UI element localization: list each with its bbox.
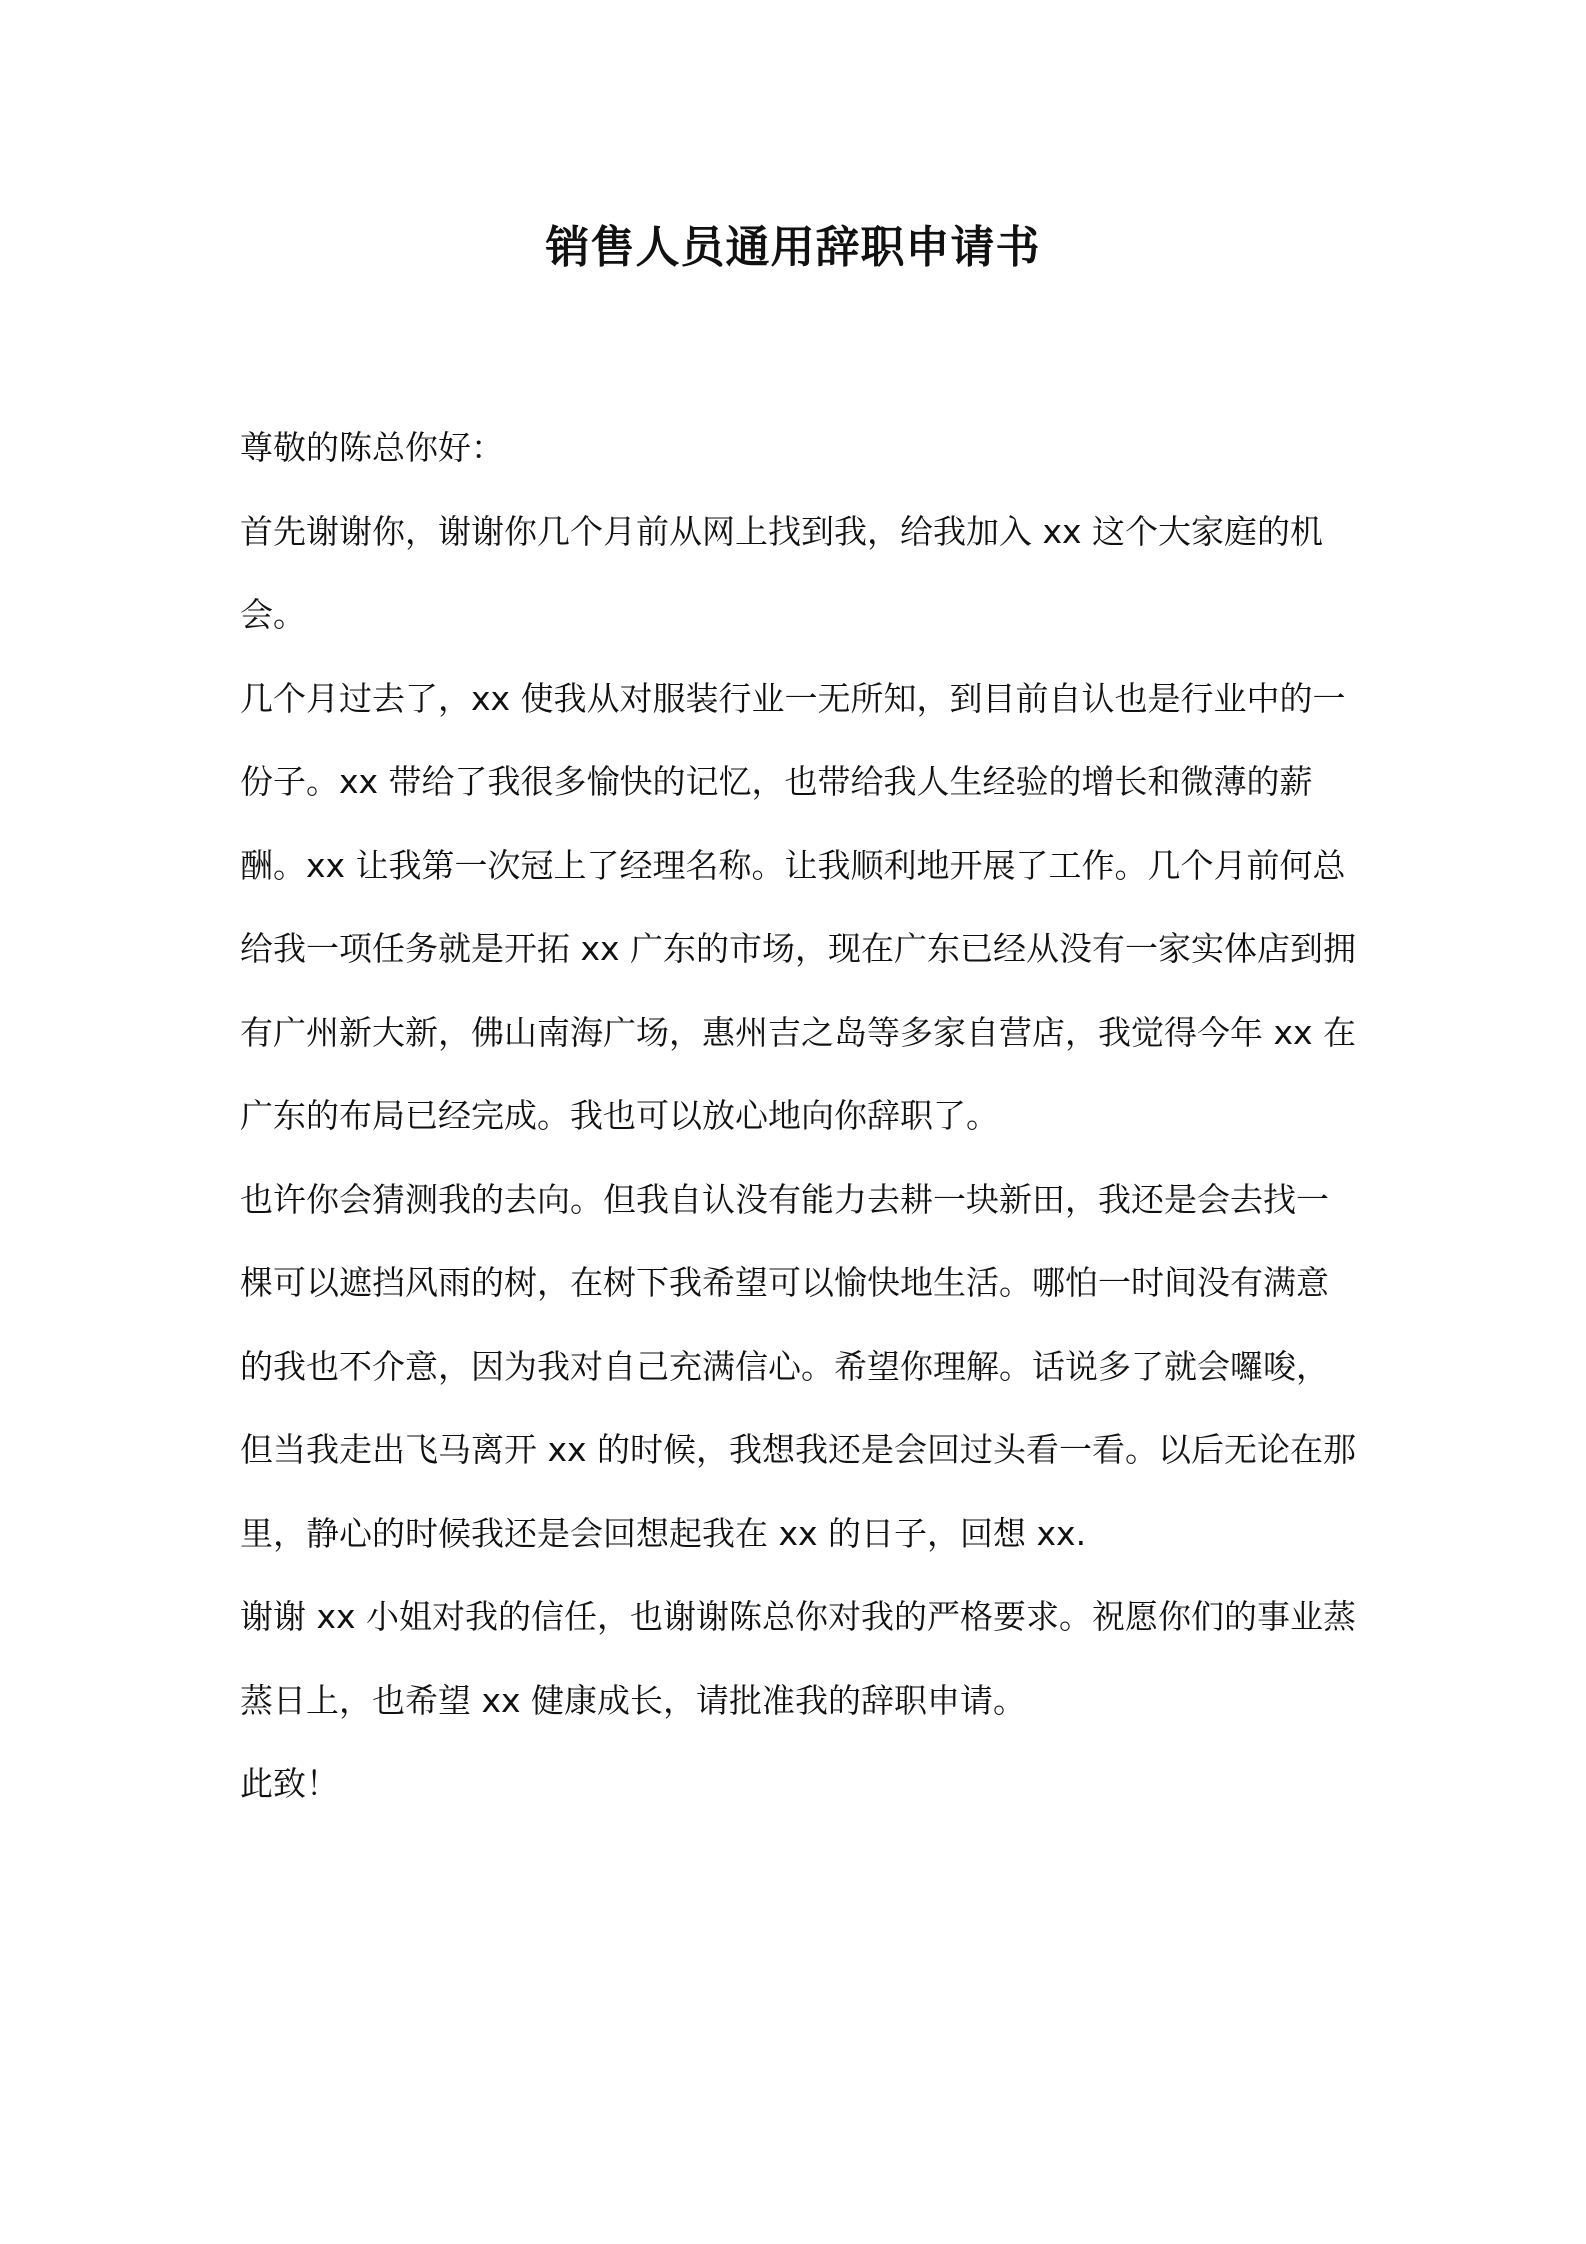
paragraph-4: 谢谢 xx 小姐对我的信任，也谢谢陈总你对我的严格要求。祝愿你们的事业蒸蒸日上，也希望 xx 健康成长，请批准我的辞职申请。 [240,1597,1357,1720]
paragraph-2: 几个月过去了，xx 使我从对服装行业一无所知，到目前自认也是行业中的一份子。xx 带给了我很多愉快的记忆，也带给我人生经验的增长和微薄的薪酬。xx 让我第一次冠上了经理名称。让我顺利地开展了工作。几个月前何总给我一项任务就是开拓 xx 广东的市场，现在广东已经从没有一家实体店到拥有广州新大新，佛山南海广场，惠州吉之岛等多家自营店，我觉得今年 xx 在广东的布局已经完成。我也可以放心地向你辞职了。 [240,678,1357,1135]
document-title: 销售人员通用辞职申请书 [545,222,1041,273]
paragraph-3: 也许你会猜测我的去向。但我自认没有能力去耕一块新田，我还是会去找一棵可以遮挡风雨的树，在树下我希望可以愉快地生活。哪怕一时间没有满意的我也不介意，因为我对自己充满信心。希望你理解。话说多了就会囉唆，但当我走出飞马离开 xx 的时候，我想我还是会回过头看一看。以后无论在那里，静心的时候我还是会回想起我在 xx 的日子，回想 xx. [240,1179,1357,1553]
salutation: 尊敬的陈总你好： [240,428,504,467]
document-body [240,406,1358,1826]
paragraph-1: 首先谢谢你，谢谢你几个月前从网上找到我，给我加入 xx 这个大家庭的机会。 [240,511,1324,634]
closing: 此致！ [240,1764,339,1803]
